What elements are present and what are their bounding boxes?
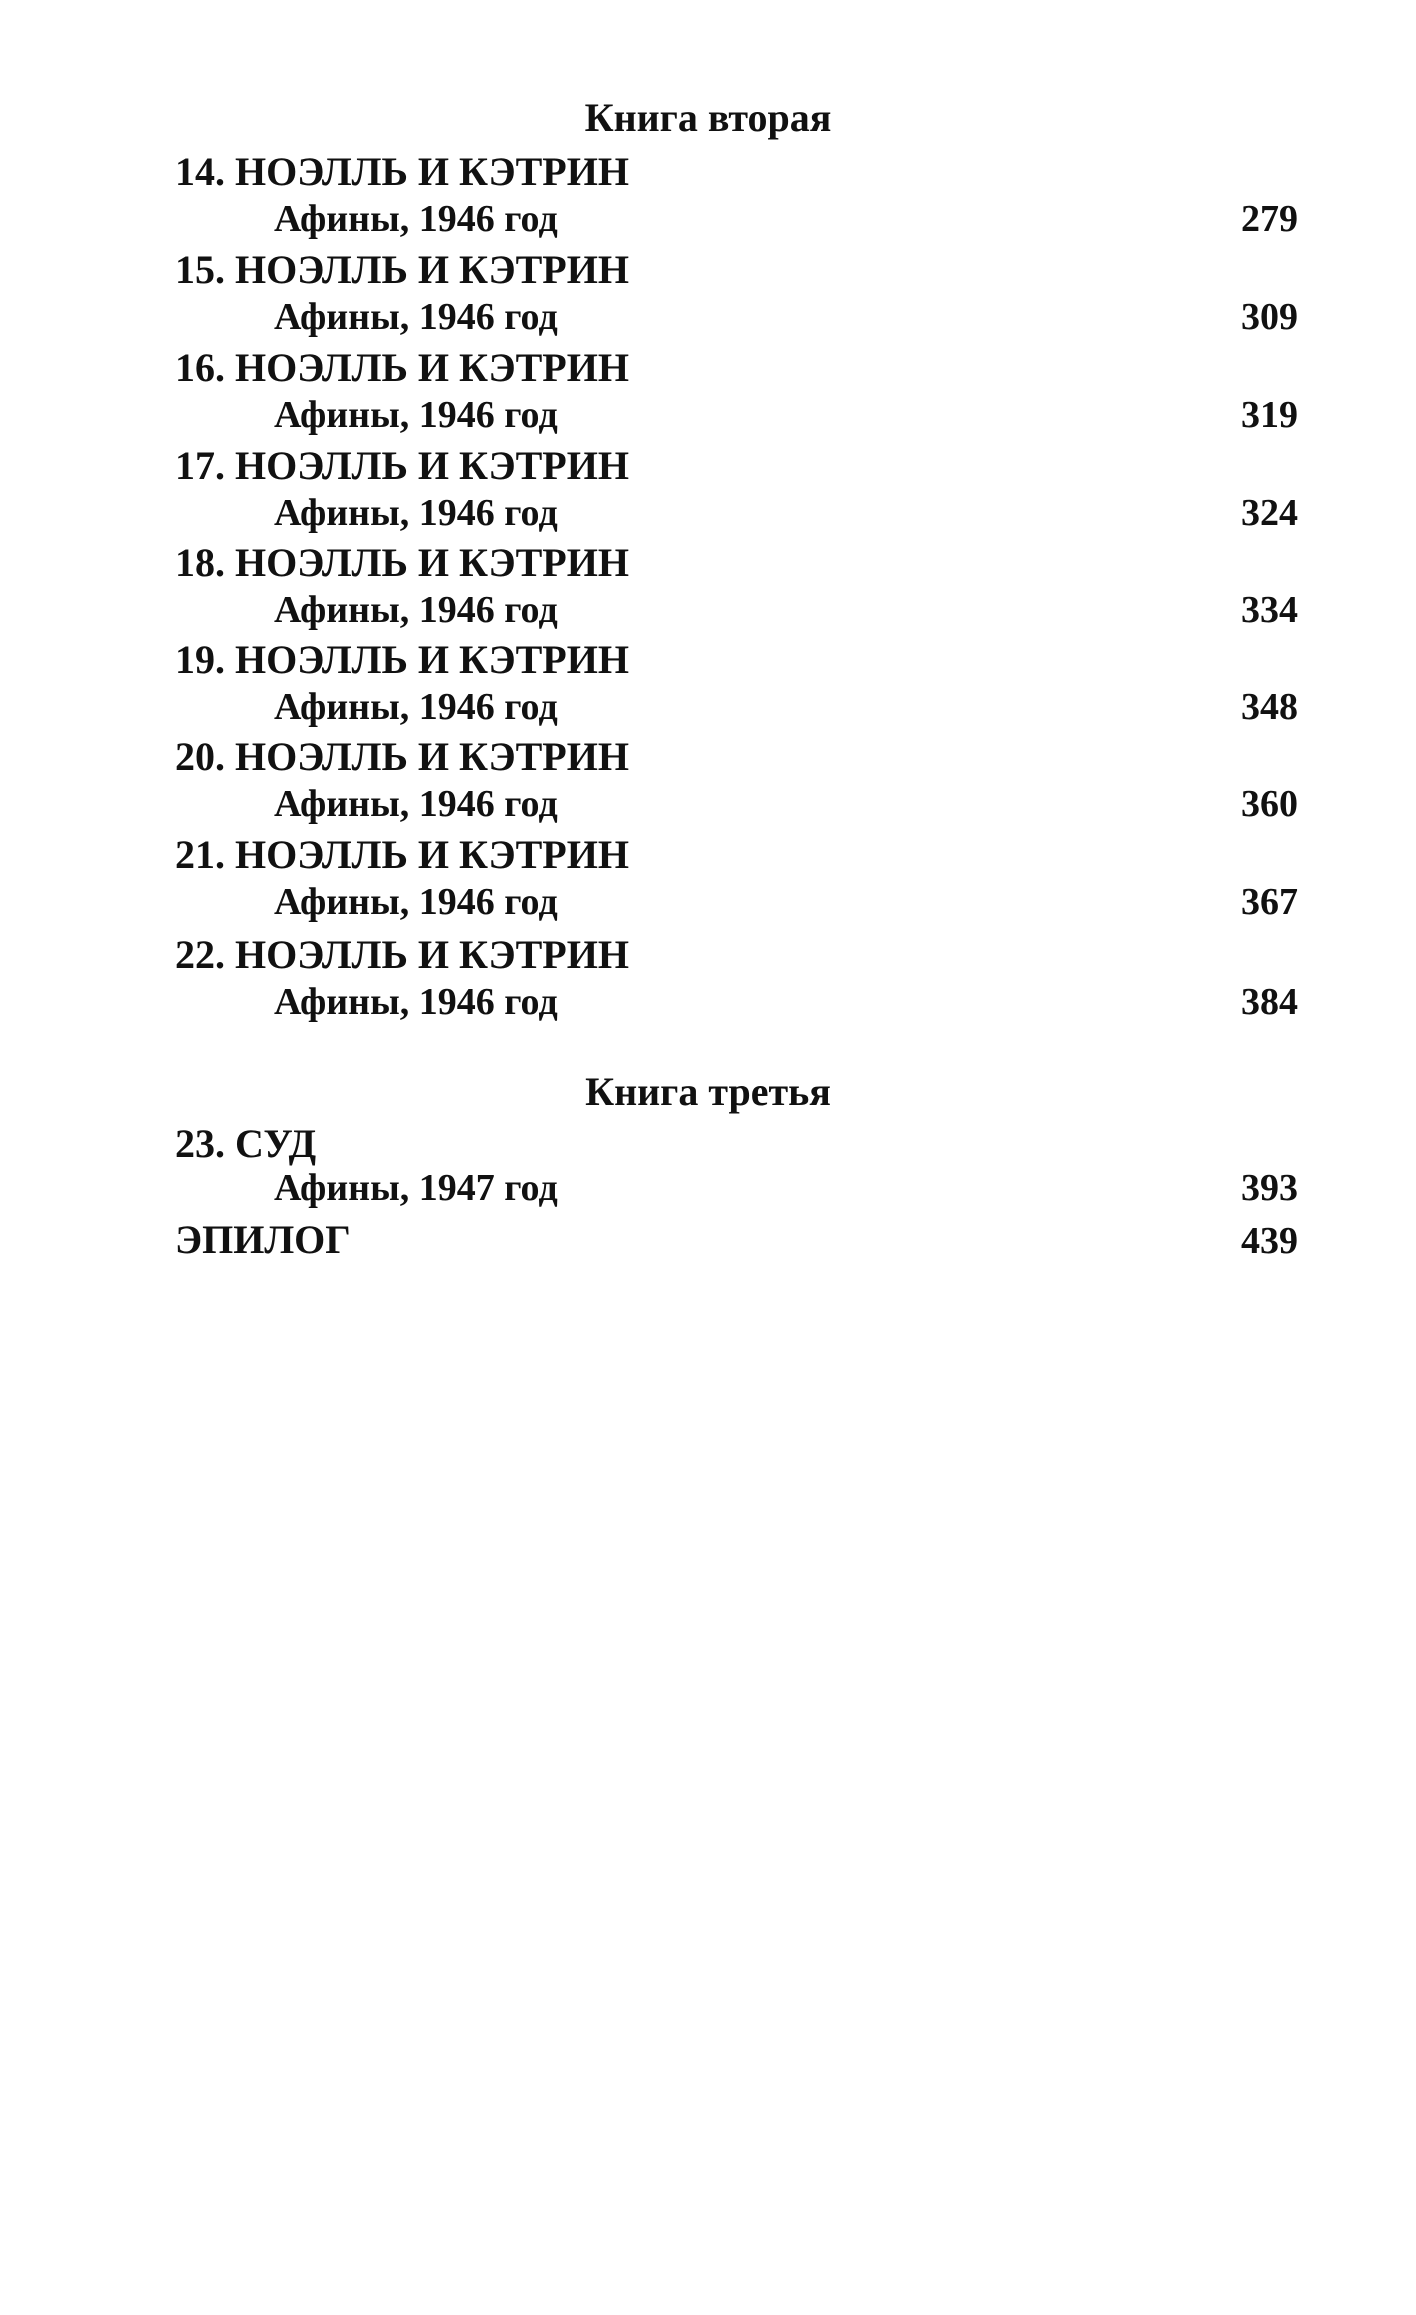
toc-entry-subtitle: Афины, 1946 год (274, 589, 558, 631)
toc-entry-page: 334 (1241, 589, 1298, 631)
toc-entry-title: 20. НОЭЛЛЬ И КЭТРИН (175, 734, 629, 779)
toc-entry-title: 14. НОЭЛЛЬ И КЭТРИН (175, 149, 629, 194)
toc-entry-title: 19. НОЭЛЛЬ И КЭТРИН (175, 637, 629, 682)
toc-entry-subtitle: Афины, 1946 год (274, 296, 558, 338)
toc-entry-title: 18. НОЭЛЛЬ И КЭТРИН (175, 540, 629, 585)
toc-entry-subtitle: Афины, 1946 год (274, 686, 558, 728)
toc-entry-title: 21. НОЭЛЛЬ И КЭТРИН (175, 832, 629, 877)
toc-entry-page: 384 (1241, 981, 1298, 1023)
book-three-heading: Книга третья (585, 1069, 831, 1114)
toc-entry-page: 279 (1241, 198, 1298, 240)
toc-entry-title: 22. НОЭЛЛЬ И КЭТРИН (175, 932, 629, 977)
toc-entry-title: 15. НОЭЛЛЬ И КЭТРИН (175, 247, 629, 292)
toc-entry-subtitle: Афины, 1946 год (274, 492, 558, 534)
toc-entry-page: 319 (1241, 394, 1298, 436)
toc-entry-page: 393 (1241, 1167, 1298, 1209)
toc-entry-title: 17. НОЭЛЛЬ И КЭТРИН (175, 443, 629, 488)
epilogue-page: 439 (1241, 1220, 1298, 1262)
toc-entry-subtitle: Афины, 1947 год (274, 1167, 558, 1209)
toc-entry-page: 367 (1241, 881, 1298, 923)
toc-entry-subtitle: Афины, 1946 год (274, 783, 558, 825)
book-two-heading: Книга вторая (584, 95, 832, 140)
toc-entry-page: 309 (1241, 296, 1298, 338)
toc-entry-page: 360 (1241, 783, 1298, 825)
toc-entry-title: 23. СУД (175, 1121, 317, 1166)
toc-entry-page: 324 (1241, 492, 1298, 534)
toc-entry-subtitle: Афины, 1946 год (274, 881, 558, 923)
toc-entry-subtitle: Афины, 1946 год (274, 198, 558, 240)
toc-entry-subtitle: Афины, 1946 год (274, 981, 558, 1023)
toc-entry-title: 16. НОЭЛЛЬ И КЭТРИН (175, 345, 629, 390)
toc-entry-subtitle: Афины, 1946 год (274, 394, 558, 436)
toc-entry-page: 348 (1241, 686, 1298, 728)
epilogue-title: ЭПИЛОГ (175, 1217, 351, 1262)
